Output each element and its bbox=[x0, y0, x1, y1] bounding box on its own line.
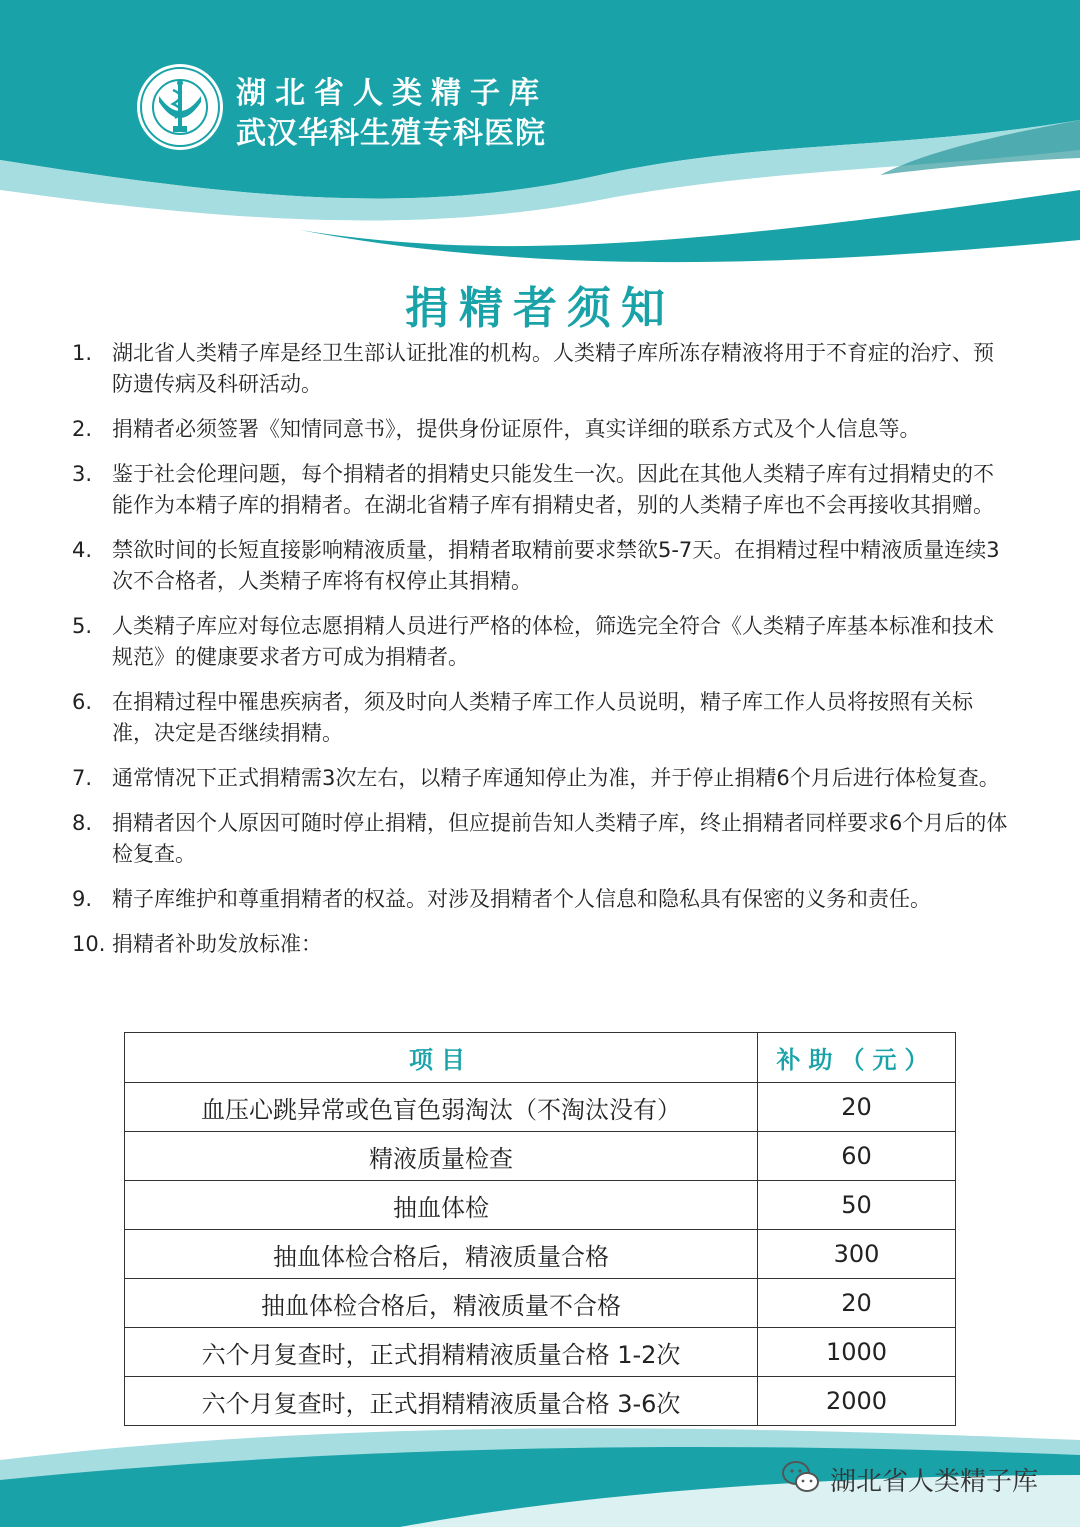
item-text: 禁欲时间的长短直接影响精液质量，捐精者取精前要求禁欲5-7天。在捐精过程中精液质量连续3次不合格者，人类精子库将有权停止其捐精。 bbox=[112, 538, 1000, 593]
table-cell-amount: 20 bbox=[758, 1083, 956, 1132]
item-text: 在捐精过程中罹患疾病者，须及时向人类精子库工作人员说明，精子库工作人员将按照有关标准，决定是否继续捐精。 bbox=[112, 690, 973, 745]
table-cell-item: 六个月复查时，正式捐精精液质量合格 3-6次 bbox=[125, 1377, 758, 1426]
table-cell-item: 六个月复查时，正式捐精精液质量合格 1-2次 bbox=[125, 1328, 758, 1377]
table-row bbox=[125, 1377, 956, 1426]
table-cell-item: 血压心跳异常或色盲色弱淘汰（不淘汰没有） bbox=[125, 1083, 758, 1132]
table-cell-item: 精液质量检查 bbox=[125, 1132, 758, 1181]
item-number: 2. bbox=[72, 417, 93, 441]
column-header-amount: 补助（元） bbox=[758, 1033, 956, 1083]
item-number: 5. bbox=[72, 614, 93, 638]
column-header-item: 项目 bbox=[125, 1033, 758, 1083]
list-item bbox=[72, 611, 1012, 673]
item-number: 9. bbox=[72, 887, 93, 911]
item-number: 6. bbox=[72, 690, 93, 714]
item-number: 8. bbox=[72, 811, 93, 835]
table-row bbox=[125, 1083, 956, 1132]
page-title: 捐精者须知 bbox=[405, 283, 675, 334]
list-item bbox=[72, 763, 1012, 794]
table-row bbox=[125, 1230, 956, 1279]
notice-list bbox=[72, 338, 1012, 974]
table-cell-amount: 20 bbox=[758, 1279, 956, 1328]
table-cell-item: 抽血体检 bbox=[125, 1181, 758, 1230]
wechat-account-name: 湖北省人类精子库 bbox=[830, 1466, 1039, 1497]
org-name: 湖北省人类精子库 bbox=[236, 76, 548, 111]
list-item bbox=[72, 884, 1012, 915]
sperm-bank-logo bbox=[135, 62, 225, 152]
item-number: 3. bbox=[72, 462, 93, 486]
item-number: 4. bbox=[72, 538, 93, 562]
item-text: 精子库维护和尊重捐精者的权益。对涉及捐精者个人信息和隐私具有保密的义务和责任。 bbox=[112, 887, 931, 911]
table-cell-item: 抽血体检合格后，精液质量合格 bbox=[125, 1230, 758, 1279]
list-item bbox=[72, 338, 1012, 400]
hospital-name: 武汉华科生殖专科医院 bbox=[236, 116, 546, 151]
table-cell-amount: 1000 bbox=[758, 1328, 956, 1377]
header-banner bbox=[0, 0, 1080, 270]
table-row bbox=[125, 1181, 956, 1230]
item-text: 鉴于社会伦理问题，每个捐精者的捐精史只能发生一次。因此在其他人类精子库有过捐精史的不能作为本精子库的捐精者。在湖北省精子库有捐精史者，别的人类精子库也不会再接收其捐赠。 bbox=[112, 462, 994, 517]
table-cell-amount: 60 bbox=[758, 1132, 956, 1181]
table-cell-amount: 50 bbox=[758, 1181, 956, 1230]
item-text: 捐精者因个人原因可随时停止捐精，但应提前告知人类精子库，终止捐精者同样要求6个月后的体检复查。 bbox=[112, 811, 1008, 866]
wechat-account bbox=[782, 1460, 1038, 1498]
table-cell-item: 抽血体检合格后，精液质量不合格 bbox=[125, 1279, 758, 1328]
list-item bbox=[72, 929, 1012, 960]
item-text: 湖北省人类精子库是经卫生部认证批准的机构。人类精子库所冻存精液将用于不育症的治疗、预防遗传病及科研活动。 bbox=[112, 341, 994, 396]
list-item bbox=[72, 535, 1012, 597]
item-text: 捐精者补助发放标准： bbox=[112, 932, 322, 956]
table-row bbox=[125, 1328, 956, 1377]
table-cell-amount: 2000 bbox=[758, 1377, 956, 1426]
item-number: 1. bbox=[72, 341, 93, 365]
wechat-icon bbox=[782, 1460, 820, 1498]
item-number: 7. bbox=[72, 766, 93, 790]
list-item bbox=[72, 808, 1012, 870]
item-text: 人类精子库应对每位志愿捐精人员进行严格的体检，筛选完全符合《人类精子库基本标准和技术规范》的健康要求者方可成为捐精者。 bbox=[112, 614, 994, 669]
table-row bbox=[125, 1279, 956, 1328]
list-item bbox=[72, 459, 1012, 521]
item-number: 10. bbox=[72, 932, 106, 956]
item-text: 捐精者必须签署《知情同意书》，提供身份证原件，真实详细的联系方式及个人信息等。 bbox=[112, 417, 921, 441]
list-item bbox=[72, 687, 1012, 749]
item-text: 通常情况下正式捐精需3次左右，以精子库通知停止为准，并于停止捐精6个月后进行体检复查。 bbox=[112, 766, 1000, 790]
subsidy-table bbox=[124, 1032, 956, 1426]
table-header-row bbox=[125, 1033, 956, 1083]
list-item bbox=[72, 414, 1012, 445]
table-row bbox=[125, 1132, 956, 1181]
table-cell-amount: 300 bbox=[758, 1230, 956, 1279]
